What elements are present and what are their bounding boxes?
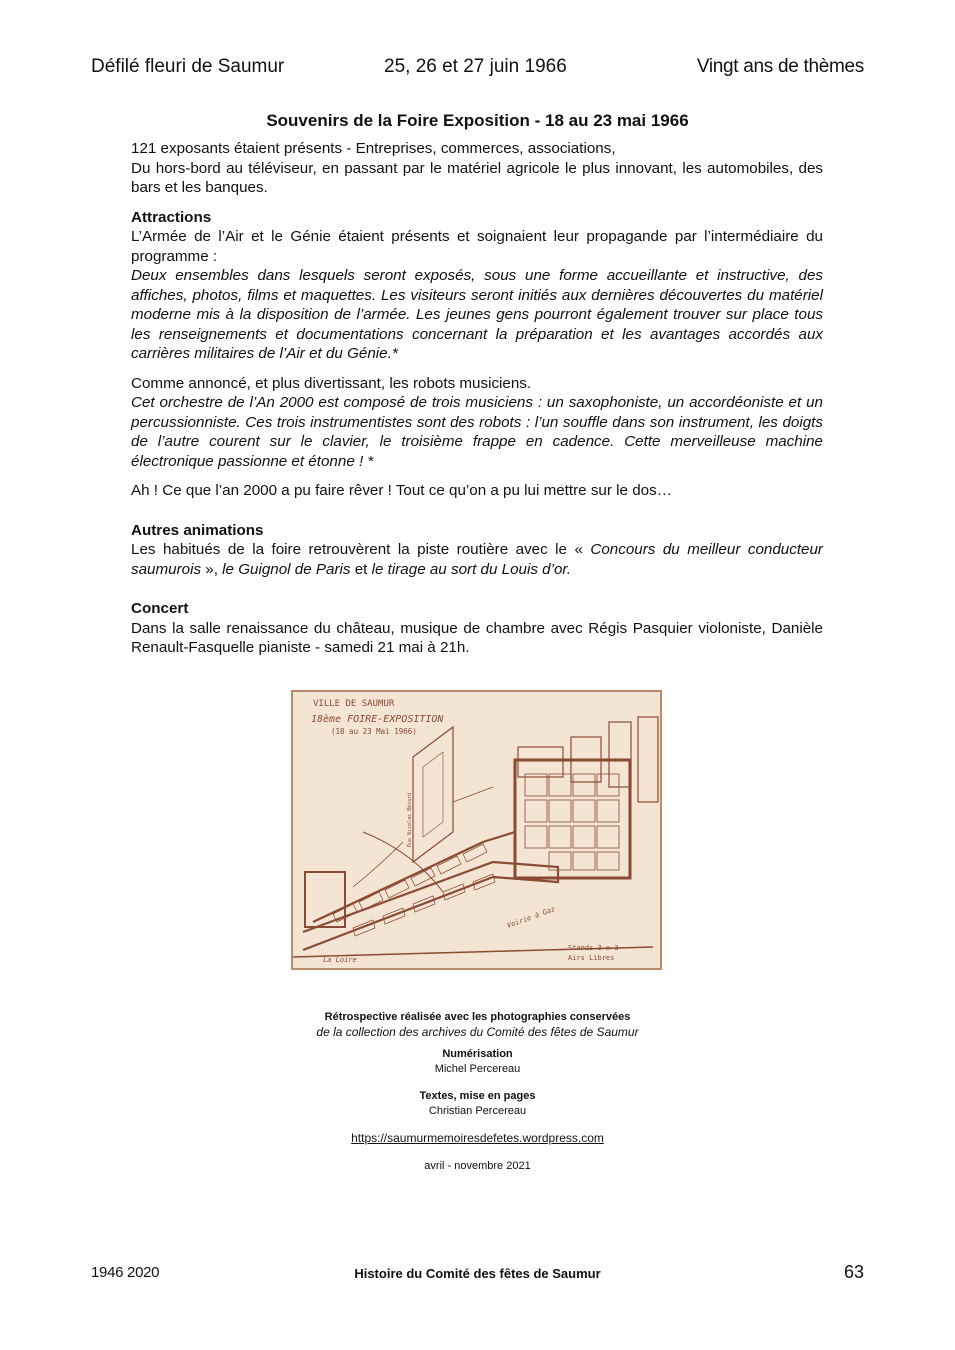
robots-quote: Cet orchestre de l’An 2000 est composé de trois musiciens : un saxophoniste, un accordéoniste et un percussionniste. Ces trois instrumentistes sont des robots : l’un souffle dans son instrument, les doigts de l’autre courent sur le clavier, le troisième frappe en cadence. Cette merveilleuse machine électronique passionne et étonne ! * (131, 394, 823, 470)
header-left: Défilé fleuri de Saumur (91, 56, 285, 77)
map-river-label: La Loire (323, 956, 357, 964)
article-body (131, 139, 823, 658)
credits (0, 1010, 955, 1174)
credits-line-2: de la collection des archives du Comité des fêtes de Saumur (316, 1025, 639, 1039)
attractions-text: L’Armée de l’Air et le Génie étaient présents et soignaient leur propagande par l’intermédiaire du programme : (131, 228, 823, 265)
intro-line-1: 121 exposants étaient présents - Entreprises, commerces, associations, (131, 140, 616, 157)
page-number: 63 (843, 1262, 864, 1282)
map-title-line-2: 18ème FOIRE-EXPOSITION (311, 714, 444, 725)
credits-date: avril - novembre 2021 (424, 1160, 531, 1172)
map-title-line-1: VILLE DE SAUMUR (313, 699, 395, 709)
concert-heading: Concert (131, 600, 189, 617)
autres-text (131, 540, 823, 579)
remark: Ah ! Ce que l’an 2000 a pu faire rêver ! Tout ce qu’on a pu lui mettre sur le dos… (131, 482, 672, 499)
attractions-quote: Deux ensembles dans lesquels seront exposés, sous une forme accueillante et instructive, des affiches, photos, films et maquettes. Les visiteurs seront initiés aux dernières découvertes du matériel moderne mis à la disposition de l’armée. Les jeunes gens pourront également trouver sur place tous les renseignements et documentations concernant la préparation et les avantages accordés aux carrières militaires de l’Air et du Génie.* (131, 267, 823, 362)
numerisation-label: Numérisation (442, 1048, 513, 1060)
intro-line-2: Du hors-bord au téléviseur, en passant par le matériel agricole le plus innovant, les automobiles, des bars et les banques. (131, 159, 823, 196)
robots-intro: Comme annoncé, et plus divertissant, les robots musiciens. (131, 374, 532, 392)
textes-label: Textes, mise en pages (419, 1090, 536, 1102)
map-road-label: Voirie à Gaz (505, 905, 557, 930)
autres-text-2: », (201, 560, 223, 578)
footer-years: 1946 2020 (91, 1264, 160, 1281)
map-drawing (293, 692, 660, 968)
map-legend-2: Airs Libres (568, 954, 615, 962)
blog-link[interactable]: https://saumurmemoiresdefetes.wordpress.com (351, 1131, 604, 1145)
autres-text-3: et (350, 560, 372, 578)
credits-line-1: Rétrospective réalisée avec les photographies conservées (324, 1011, 631, 1023)
attractions-heading: Attractions (131, 208, 212, 226)
header-center: 25, 26 et 27 juin 1966 (384, 56, 567, 77)
header-right: Vingt ans de thèmes (696, 56, 864, 77)
concert-text: Dans la salle renaissance du château, musique de chambre avec Régis Pasquier violoniste, Danièle Renault-Fasquelle pianiste - samedi 21 mai à 21h. (131, 619, 823, 656)
map-legend-1: Stands 3 x 3 (568, 944, 619, 952)
concours-title: Concours du meilleur conducteur saumurois (131, 541, 823, 578)
footer-title: Histoire du Comité des fêtes de Saumur (354, 1266, 601, 1281)
numerisation-name: Michel Percereau (434, 1063, 521, 1075)
map-title-line-3: (18 au 23 Mai 1966) (331, 727, 417, 736)
textes-name: Christian Percereau (428, 1105, 527, 1117)
autres-text-1: Les habitués de la foire retrouvèrent la piste routière avec le « (131, 541, 591, 558)
page-title: Souvenirs de la Foire Exposition - 18 au 23 mai 1966 (266, 111, 689, 130)
tirage-title: le tirage au sort du Louis d’or. (371, 560, 572, 578)
guignol-title: le Guignol de Paris (222, 560, 351, 578)
autres-heading: Autres animations (131, 521, 264, 539)
fair-site-map (291, 690, 662, 970)
map-street-label: Rue Nicolas Bécard (407, 792, 413, 847)
